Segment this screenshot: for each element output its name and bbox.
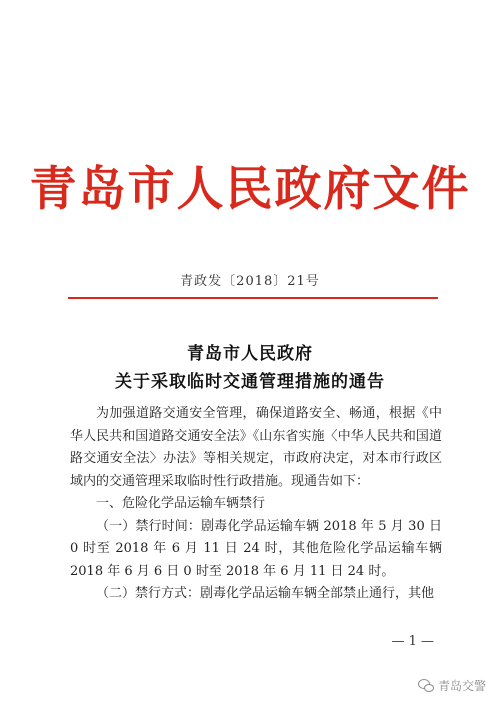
header-divider bbox=[68, 297, 438, 299]
body-paragraph-intro: 为加强道路交通安全管理，确保道路安全、畅通，根据《中华人民共和国道路交通安全法》《山东省实施〈中华人民共和国道路交通安全法〉办法》等相关规定，市政府决定，对本市行政区域内的交通管理采取临时性行政措施。现通告如下： bbox=[70, 406, 442, 489]
notice-title-line-1: 青岛市人民政府 bbox=[187, 344, 313, 364]
wechat-icon bbox=[418, 679, 434, 693]
notice-title-line-2: 关于采取临时交通管理措施的通告 bbox=[115, 372, 385, 392]
page-number: — 1 — bbox=[391, 634, 434, 649]
notice-body bbox=[70, 403, 442, 606]
watermark bbox=[418, 677, 486, 694]
watermark-text: 青岛交警 bbox=[437, 679, 486, 693]
document-number: 青政发〔2018〕21号 bbox=[180, 274, 320, 289]
body-paragraph-item-2: （二）禁行方式：剧毒化学品运输车辆全部禁止通行，其他 bbox=[96, 586, 435, 601]
document-header-title: 青岛市人民政府文件 bbox=[29, 162, 471, 217]
body-paragraph-item-1: （一）禁行时间：剧毒化学品运输车辆 2018 年 5 月 30 日 0 时至 2018 年 6 月 11 日 24 时，其他危险化学品运输车辆 2018 年 6 月 6 日 0 时至 2018 年 6 月 11 日 24 时。 bbox=[70, 518, 442, 579]
body-paragraph-section-1: 一、危险化学品运输车辆禁行 bbox=[96, 496, 266, 511]
